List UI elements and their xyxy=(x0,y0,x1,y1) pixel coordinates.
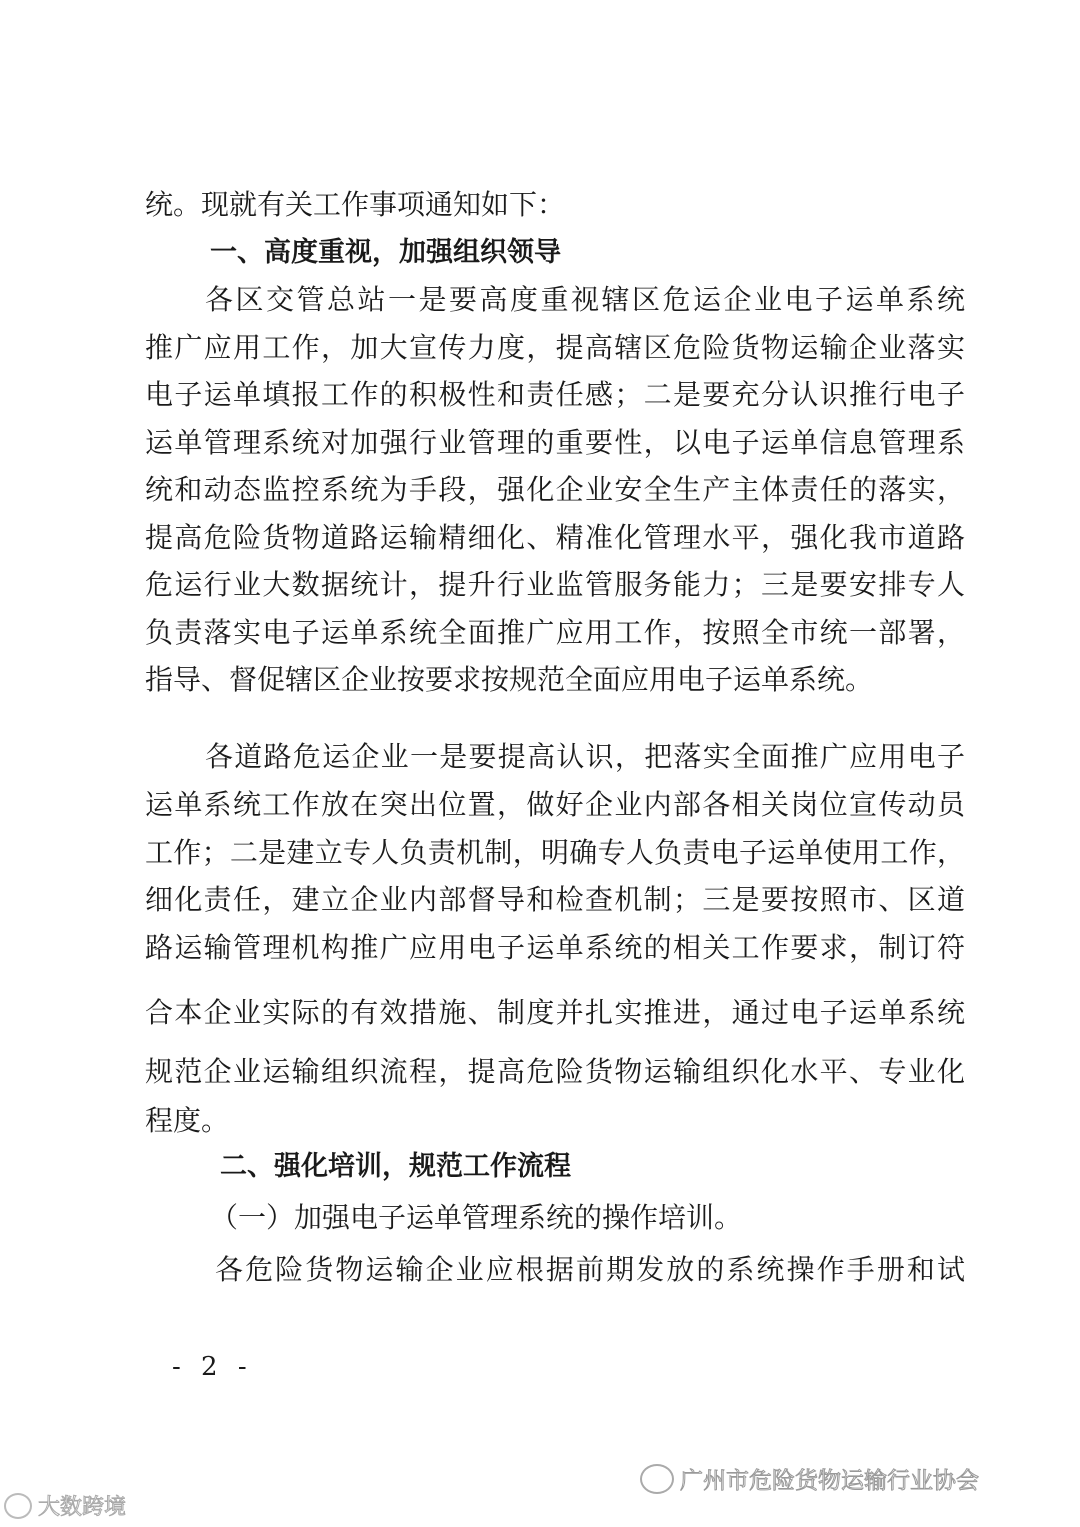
section-heading: 二、强化培训，规范工作流程 xyxy=(220,1151,571,1182)
wechat-icon xyxy=(640,1464,674,1494)
text-line: 危运行业大数据统计，提升行业监管服务能力；三是要安排专人 xyxy=(145,568,965,601)
text-line: 提高危险货物道路运输精细化、精准化管理水平，强化我市道路 xyxy=(145,521,965,554)
text-line: 合本企业实际的有效措施、制度并扎实推进，通过电子运单系统 xyxy=(145,996,965,1029)
text-line: 程度。 xyxy=(145,1104,230,1137)
text-line: 工作；二是建立专人负责机制，明确专人负责电子运单使用工作， xyxy=(145,836,965,869)
text-line: 统和动态监控系统为手段，强化企业安全生产主体责任的落实， xyxy=(145,473,965,506)
text-line: 运单管理系统对加强行业管理的重要性，以电子运单信息管理系 xyxy=(145,426,965,459)
text-line: 细化责任，建立企业内部督导和检查机制；三是要按照市、区道 xyxy=(145,883,965,916)
brand-name: 大数跨境 xyxy=(38,1495,127,1520)
text-line: 各危险货物运输企业应根据前期发放的系统操作手册和试 xyxy=(215,1253,965,1286)
text-line: 各道路危运企业一是要提高认识，把落实全面推广应用电子 xyxy=(205,740,965,773)
page-number: - 2 - xyxy=(172,1352,253,1382)
subsection-heading: （一）加强电子运单管理系统的操作培训。 xyxy=(210,1201,743,1234)
brand-watermark xyxy=(4,1490,126,1521)
text-line: 负责落实电子运单系统全面推广应用工作，按照全市统一部署， xyxy=(145,616,965,649)
wechat-account-name: 广州市危险货物运输行业协会 xyxy=(680,1468,979,1494)
text-line: 规范企业运输组织流程，提高危险货物运输组织化水平、专业化 xyxy=(145,1055,965,1088)
brand-logo-icon xyxy=(4,1493,32,1519)
text-line: 各区交管总站一是要高度重视辖区危运企业电子运单系统 xyxy=(205,283,965,316)
text-line: 运单系统工作放在突出位置，做好企业内部各相关岗位宣传动员 xyxy=(145,788,965,821)
wechat-watermark xyxy=(640,1462,979,1495)
text-line: 电子运单填报工作的积极性和责任感；二是要充分认识推行电子 xyxy=(145,378,965,411)
text-line: 推广应用工作，加大宣传力度，提高辖区危险货物运输企业落实 xyxy=(145,331,965,364)
section-heading: 一、高度重视，加强组织领导 xyxy=(210,237,561,268)
text-line: 路运输管理机构推广应用电子运单系统的相关工作要求，制订符 xyxy=(145,931,965,964)
text-line: 统。现就有关工作事项通知如下： xyxy=(145,188,566,221)
text-line: 指导、督促辖区企业按要求按规范全面应用电子运单系统。 xyxy=(145,663,874,696)
